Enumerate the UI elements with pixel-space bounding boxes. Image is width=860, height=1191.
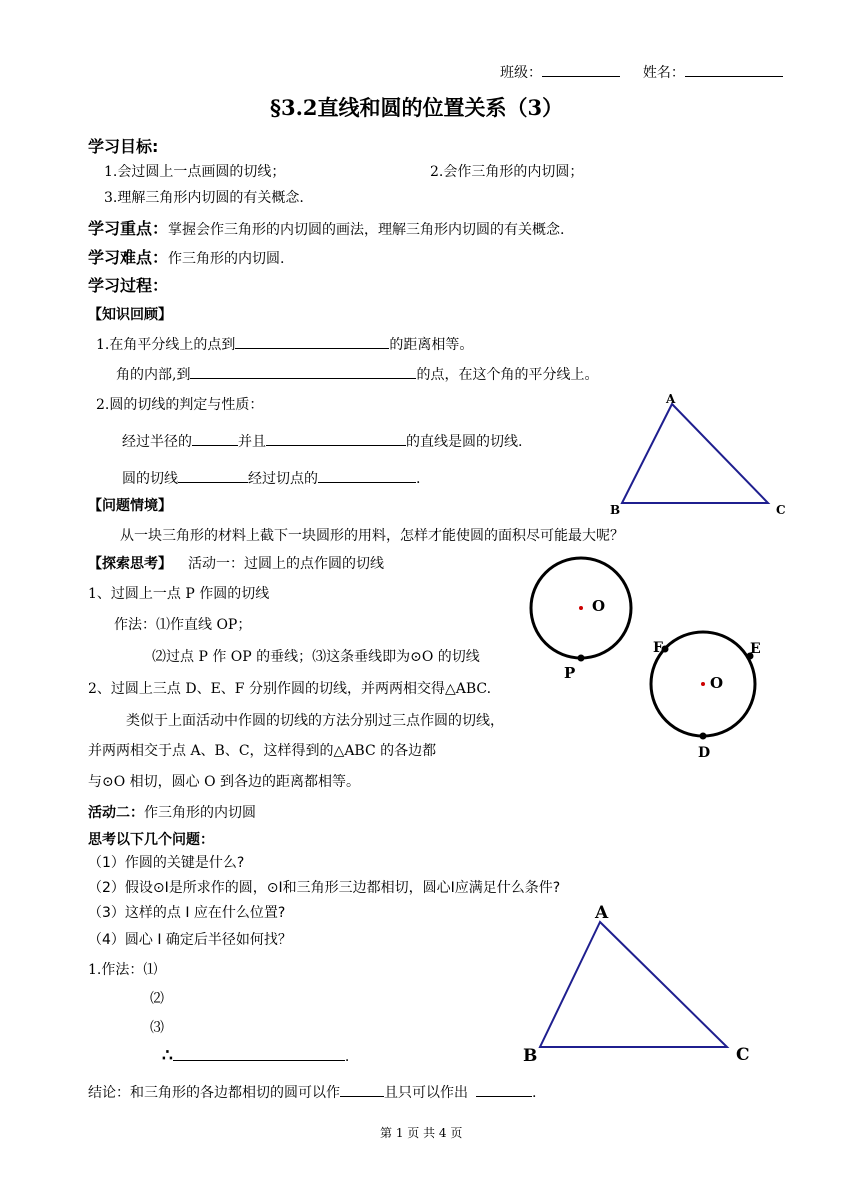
review-q2a-p2: 并且 (238, 434, 266, 450)
circle2-label-o: O (710, 674, 724, 692)
key-point-text: 掌握会作三角形的内切圆的画法，理解三角形内切圆的有关概念. (168, 222, 565, 238)
explore-s2-line1: 类似于上面活动中作圆的切线的方法分别过三点作圆的切线， (126, 713, 504, 729)
triangle-abc-2 (540, 922, 727, 1047)
tri1-label-c: C (776, 503, 786, 517)
activity2-think: 思考以下几个问题： (88, 832, 214, 848)
class-blank[interactable] (542, 62, 620, 77)
page-footer: 第 1 页 共 4 页 (380, 1126, 463, 1140)
triangle-abc-1 (622, 404, 768, 503)
explore-s2: 2、过圆上三点 D、E、F 分别作圆的切线，并两两相交得△ABC. (88, 681, 492, 697)
review-q2b-p2: 经过切点的 (248, 471, 318, 487)
goal-item-2: 2.会作三角形的内切圆； (430, 164, 584, 180)
explore-heading: 【探索思考】 (88, 556, 172, 572)
review-q2: 2.圆的切线的判定与性质： (96, 397, 264, 413)
review-q2a-blank1[interactable] (192, 431, 238, 446)
situation-heading: 【问题情境】 (88, 498, 172, 514)
goals-heading: 学习目标: (88, 137, 159, 156)
circle1-label-o: O (592, 597, 606, 615)
tri1-label-b: B (610, 503, 621, 517)
conclusion-p3: . (532, 1085, 537, 1101)
therefore-symbol: ∴ (162, 1046, 173, 1066)
review-q1b-prefix: 角的内部,到 (116, 367, 191, 383)
review-q2b-blank2[interactable] (318, 468, 416, 483)
activity2-method: 1.作法：⑴ (88, 962, 158, 978)
activity2-q1: （1）作圆的关键是什么? (88, 855, 245, 871)
tri2-label-b: B (523, 1046, 538, 1066)
tri2-label-c: C (736, 1045, 750, 1065)
review-q2a-blank2[interactable] (266, 431, 406, 446)
activity2-q3: （3）这样的点 I 应在什么位置? (88, 905, 286, 921)
point-p-dot (578, 655, 585, 662)
review-q1b-suffix: 的点，在这个角的平分线上。 (416, 367, 599, 383)
activity1-title: 活动一：过圆上的点作圆的切线 (188, 556, 384, 572)
therefore-end: . (344, 1049, 350, 1065)
process-heading: 学习过程： (88, 276, 169, 295)
triangle-abc-figure-1 (600, 392, 800, 522)
tri1-label-a: A (666, 392, 676, 406)
situation-text: 从一块三角形的材料上截下一块圆形的用料，怎样才能使圆的面积尽可能最大呢？ (120, 528, 624, 544)
review-q1-prefix: 1.在角平分线上的点到 (96, 337, 236, 353)
circle2-label-e: E (750, 641, 761, 657)
class-label: 班级： (500, 65, 542, 81)
point-d-dot (700, 733, 707, 740)
explore-s2-line3: 与⊙O 相切，圆心 O 到各边的距离都相等。 (88, 774, 361, 790)
explore-s2-line2: 并两两相交于点 A、B、C，这样得到的△ABC 的各边都 (88, 743, 437, 759)
tri2-label-a: A (595, 903, 609, 923)
activity2-step2: ⑵ (150, 991, 164, 1007)
explore-s1: 1、过圆上一点 P 作圆的切线 (88, 586, 270, 602)
triangle-abc-figure-2 (520, 900, 760, 1070)
review-q2a-p3: 的直线是圆的切线. (406, 434, 523, 450)
activity2-step3: ⑶ (150, 1020, 164, 1036)
review-q1b-blank[interactable] (190, 364, 416, 379)
conclusion-p1: 结论：和三角形的各边都相切的圆可以作 (88, 1085, 340, 1101)
center-dot-o-1 (579, 606, 583, 610)
conclusion-blank1[interactable] (340, 1082, 384, 1097)
name-label: 姓名： (642, 65, 685, 81)
review-q2b-p1: 圆的切线 (122, 471, 178, 487)
explore-s1-method2: ⑵过点 P 作 OP 的垂线；⑶这条垂线即为⊙O 的切线 (152, 649, 480, 665)
explore-s1-method: 作法：⑴作直线 OP； (114, 617, 252, 633)
conclusion-blank2[interactable] (476, 1082, 532, 1097)
activity2-q4: （4）圆心 I 确定后半径如何找？ (88, 932, 292, 948)
goal-item-3: 3.理解三角形内切圆的有关概念. (104, 190, 304, 206)
review-q1-blank[interactable] (235, 334, 389, 349)
therefore-blank[interactable] (173, 1046, 345, 1061)
key-point-label: 学习重点： (88, 219, 169, 238)
goal-item-1: 1.会过圆上一点画圆的切线； (104, 164, 286, 180)
name-blank[interactable] (685, 62, 783, 77)
review-q2b-blank1[interactable] (178, 468, 248, 483)
circle2-label-f: F (653, 640, 663, 656)
activity2-text: 作三角形的内切圆 (144, 805, 256, 821)
circle-o-figure-1 (528, 556, 638, 666)
difficulty-label: 学习难点： (88, 248, 169, 267)
review-q1-suffix: 的距离相等。 (389, 337, 474, 353)
review-heading: 【知识回顾】 (88, 307, 172, 323)
difficulty-text: 作三角形的内切圆. (168, 251, 285, 267)
review-q2b-p3: . (416, 471, 421, 487)
center-dot-o-2 (701, 682, 705, 686)
activity2-q2: （2）假设⊙I是所求作的圆，⊙I和三角形三边都相切，圆心I应满足什么条件? (88, 880, 561, 896)
circle2-label-d: D (698, 745, 711, 761)
conclusion-p2: 且只可以作出 (384, 1085, 468, 1101)
activity2-label: 活动二： (88, 805, 144, 821)
review-q2a-p1: 经过半径的 (122, 434, 192, 450)
circle1-label-p: P (564, 664, 576, 682)
page-title: §3.2直线和圆的位置关系（3） (270, 95, 564, 120)
